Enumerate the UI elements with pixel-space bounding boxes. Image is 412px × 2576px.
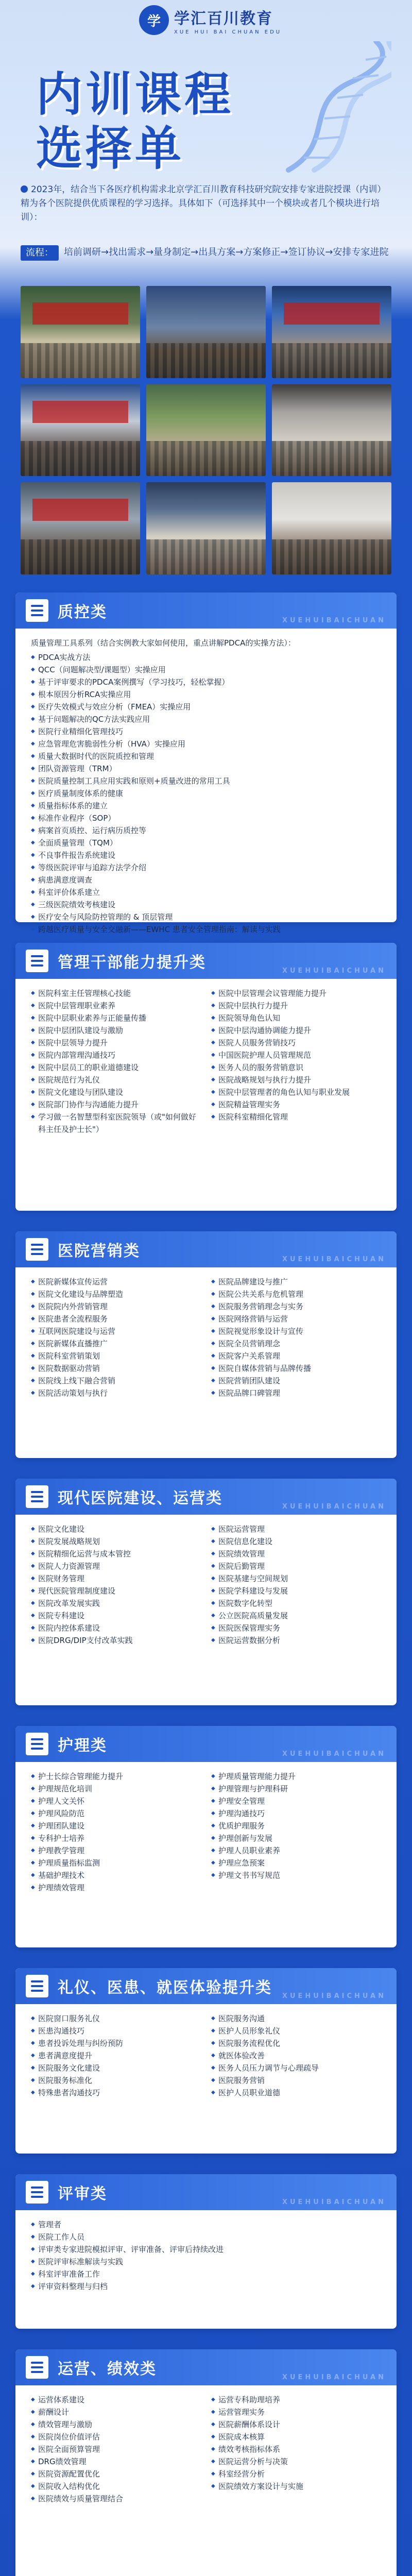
course-item: ◆ 学习做一名智慧型科室医院领导（或"如何做好科主任及护士长"） [31,1111,201,1136]
course-list [31,1770,381,1894]
course-item: ◆ 运营管理实务 [211,2406,381,2418]
course-item: ◆ 医院服务流程优化 [211,2037,381,2049]
course-item: ◆ 医院改革发展实践 [31,1597,201,1609]
course-item: ◆ 医院运营分析与决策 [211,2455,381,2468]
menu-bars-icon [26,1733,48,1755]
logo-en: XUE HUI BAI CHUAN EDU [174,29,282,35]
course-item: ◆ 医院客户关系管理 [211,1350,381,1362]
course-item: ◆ 医院内控体系建设 [31,1622,201,1634]
course-item: ◆ 医疗质量制度体系的健康 [31,787,381,800]
course-item: ◆ 护理应急预案 [211,1857,381,1869]
course-item: ◆ 医院财务管理 [31,1572,201,1585]
course-item: ◆ 医院文化建设 [31,1523,201,1535]
course-item: ◆ 护理质量指标监测 [31,1857,201,1869]
course-item: ◆ 医院资源配置优化 [31,2468,201,2480]
course-item: ◆ 医院服务营销理念与实务 [211,1300,381,1313]
course-item: ◆ 公立医院高质量发展 [211,1609,381,1622]
course-item: ◆ 医院活动策划与执行 [31,1387,201,1399]
training-photo [146,286,266,378]
course-item: ◆ 护理人文关怀 [31,1795,201,1807]
section-performance [15,2349,397,2576]
course-item: ◆ 医疗安全与风险防控管理的 & 顶层管理 [31,911,381,923]
course-item: ◆ 医院中层职业素养与正能量传播 [31,1012,201,1024]
training-photo [21,384,140,477]
course-item: ◆ 医院绩效方案设计与实施 [211,2480,381,2493]
section-etiquette [15,1968,397,2154]
section-title: 运营、绩效类 [58,2360,157,2378]
section-title: 质控类 [58,603,107,621]
menu-bars-icon [26,1238,48,1261]
course-item: ◆ 医院服务营销 [211,2074,381,2087]
course-item: ◆ 医院品牌建设与推广 [211,1276,381,1288]
course-list [31,2218,381,2293]
course-item: ◆ DRG绩效管理 [31,2455,201,2468]
course-item: ◆ 医院工作人员 [31,2231,381,2243]
menu-bars-icon [26,1975,48,1997]
course-item: ◆ 护理创新与发展 [211,1832,381,1844]
section-title: 护理类 [58,1737,107,1755]
section-review [15,2174,397,2329]
course-item: ◆ 患者满意度提升 [31,2049,201,2062]
course-item: ◆ 医院文化建设与团队建设 [31,1086,201,1098]
course-item: ◆ 管理者 [31,2218,381,2231]
course-list [31,2394,381,2505]
course-item: ◆ 三级医院绩效考核建设 [31,899,381,911]
course-item: ◆ 医院运营数据分析 [211,1634,381,1647]
course-item: ◆ 优质护理服务 [211,1820,381,1832]
process-label: 流程： [21,245,59,261]
dna-helix-icon [273,41,391,175]
course-item: ◆ 专科护士培养 [31,1832,201,1844]
menu-bars-icon [26,1485,48,1508]
course-item: ◆ 医院绩效管理 [211,1548,381,1560]
course-item: ◆ 护理人员职业素养 [211,1844,381,1857]
course-item: ◆ 医院品牌口碑管理 [211,1387,381,1399]
course-item: ◆ 医院运营管理 [211,1523,381,1535]
course-item: ◆ 护理绩效管理 [31,1882,201,1894]
course-item: ◆ 医院中层沟通协调能力提升 [211,1024,381,1037]
course-item: ◆ 护理管理与护理科研 [211,1783,381,1795]
training-photo [272,384,391,477]
course-item: ◆ 医院服务标准化 [31,2074,201,2087]
course-item: ◆ 医院薪酬体系设计 [211,2418,381,2431]
training-photo [272,286,391,378]
section-watermark: XUEHUIBAICHUAN [282,1992,386,2000]
training-photo [146,482,266,574]
course-item: ◆ PDCA实战方法 [31,651,381,664]
course-item: ◆ 医院线上线下融合营销 [31,1375,201,1387]
intro-body: 2023年，结合当下各医疗机构需求北京学汇百川教育科技研究院安排专家进院授课（内训）精为各个医院提供优质课程的学习选择。具体如下（可选择其中一个模块或者几个模块进行培训）： [21,184,386,223]
course-item: ◆ 质量大数据时代的医院质控和管理 [31,750,381,762]
course-item: ◆ 不良事件报告系统建设 [31,849,381,861]
course-item: ◆ 运营专科助理培养 [211,2394,381,2406]
course-item: ◆ 医院专科建设 [31,1609,201,1622]
course-item: ◆ 医院精细化运营与成本管控 [31,1548,201,1560]
course-item: ◆ 医院后勤管理 [211,1560,381,1572]
course-item: ◆ 患者投诉处理与纠纷预防 [31,2037,201,2049]
course-item: ◆ 医院人员服务营销技巧 [211,1037,381,1049]
course-item: ◆ 医院收入结构优化 [31,2480,201,2493]
course-list [31,987,381,1136]
course-item: ◆ 医院中层员工的职业道德建设 [31,1061,201,1074]
course-item: ◆ 医院行业精细化管理技巧 [31,725,381,738]
course-item: ◆ 科室评价体系建立 [31,886,381,899]
title-line-1: 内训课程 [36,67,234,122]
course-item: ◆ 特殊患者沟通技巧 [31,2087,201,2099]
section-watermark: XUEHUIBAICHUAN [282,1750,386,1758]
course-item: ◆ 医院窗口服务礼仪 [31,2012,201,2025]
course-item: ◆ 医院发展战略规划 [31,1535,201,1548]
course-item: ◆ 医院中层管理会议管理能力提升 [211,987,381,999]
course-item: ◆ 医院全面预算管理 [31,2443,201,2455]
menu-bars-icon [26,2181,48,2204]
course-item: ◆ 基础护理技术 [31,1869,201,1882]
section-header [15,592,397,629]
course-item: ◆ 医院视觉形象设计与宣传 [211,1325,381,1337]
course-item: ◆ 评审资料整理与归档 [31,2280,381,2293]
course-item: ◆ 护理质量管理能力提升 [211,1770,381,1783]
section-nursing [15,1726,397,1947]
course-item: ◆ 医院科室精细化管理 [211,1111,381,1136]
course-item: ◆ 标准作业程序（SOP） [31,812,381,824]
course-item: ◆ 医院中层领导力提升 [31,1037,201,1049]
course-item: ◆ 护理规范化培训 [31,1783,201,1795]
section-header [15,1479,397,1515]
section-title: 礼仪、医患、就医体验提升类 [58,1979,272,1997]
training-photo [146,384,266,477]
course-item: ◆ 医院人力资源管理 [31,1560,201,1572]
course-item: ◆ 医院中层管理者的角色认知与职业发展 [211,1086,381,1098]
course-item: ◆ 医护人员职业道德 [211,2087,381,2099]
section-header [15,1968,397,2004]
course-item: ◆ 评审类专家进院模拟评审、评审准备、评审后持续改进 [31,2243,381,2256]
course-item: ◆ 护理风险防范 [31,1807,201,1820]
course-item: ◆ 护理团队建设 [31,1820,201,1832]
course-item: ◆ 就医体验改善 [211,2049,381,2062]
title-line-2: 选择单 [36,122,184,176]
section-quality-control [15,592,397,934]
course-list [31,2012,381,2099]
course-item: ◆ 医院服务文化建设 [31,2062,201,2074]
section-management [15,943,397,1211]
section-watermark: XUEHUIBAICHUAN [282,2198,386,2206]
course-item: ◆ 护理安全管理 [211,1795,381,1807]
course-item: ◆ 等级医院评审与追踪方法学介绍 [31,861,381,874]
course-item: ◆ 应急管理危害脆弱性分析（HVA）实操应用 [31,738,381,750]
course-item: ◆ 医院中层执行力提升 [211,999,381,1012]
bullet-dot-icon [21,185,28,193]
section-watermark: XUEHUIBAICHUAN [282,2374,386,2381]
course-item: ◆ 基于问题解决的QC方法实践应用 [31,713,381,725]
course-item: ◆ 根本原因分析RCA实操应用 [31,688,381,701]
course-list [31,651,381,936]
section-header [15,2174,397,2210]
course-item: ◆ 护理文书书写规范 [211,1869,381,1882]
course-item: ◆ 医院岗位价值评估 [31,2431,201,2443]
course-item: ◆ 薪酬设计 [31,2406,201,2418]
course-item: ◆ 医院成本核算 [211,2431,381,2443]
section-title: 医院营销类 [58,1242,140,1260]
course-item: ◆ 医院精益管理实务 [211,1098,381,1111]
course-item: ◆ 医疗失效模式与效应分析（FMEA）实操应用 [31,701,381,713]
photo-grid [21,286,391,574]
course-item: ◆ 医院数据驱动营销 [31,1362,201,1375]
course-item: ◆ QCC（问题解决型/课题型）实操应用 [31,664,381,676]
process-steps: 培前调研→找出需求→量身制定→出具方案→方案修正→签订协议→安排专家进院 [64,247,389,258]
section-header [15,943,397,979]
course-item: ◆ 医院医保管理实务 [211,1622,381,1634]
course-item: ◆ 跨越医疗质量与安全交融新——EWHC 患者安全管理指南：解读与实践 [31,923,381,936]
section-header [15,1726,397,1762]
course-item: ◆ 互联网医院建设与运营 [31,1325,201,1337]
course-item: ◆ 护理沟通技巧 [211,1807,381,1820]
course-item: ◆ 医院DRG/DIP支付改革实践 [31,1634,201,1647]
course-item: ◆ 医院绩效与质量管理结合 [31,2493,201,2505]
section-watermark: XUEHUIBAICHUAN [282,967,386,975]
course-item: ◆ 医院患者全流程服务 [31,1313,201,1325]
logo [139,5,282,35]
course-item: ◆ 现代医院管理制度建设 [31,1585,201,1597]
section-title: 评审类 [58,2185,107,2203]
course-item: ◆ 医院全员营销理念 [211,1337,381,1350]
logo-name: 学汇百川教育 [174,9,273,28]
course-item: ◆ 病案首页质控、运行病历质控等 [31,824,381,837]
course-item: ◆ 运营体系建设 [31,2394,201,2406]
course-item: ◆ 中国医院护理人员管理规范 [211,1049,381,1061]
course-item: ◆ 医院院内外营销管理 [31,1300,201,1313]
process-flow [21,245,391,261]
course-item: ◆ 医院评审标准解读与实践 [31,2256,381,2268]
menu-bars-icon [26,950,48,972]
course-item: ◆ 医院学科建设与发展 [211,1585,381,1597]
course-item: ◆ 医院战略规划与执行力提升 [211,1074,381,1086]
training-photo [21,482,140,574]
section-header [15,1231,397,1267]
course-item: ◆ 医院质量控制工具应用实践和原则+质量改进的常用工具 [31,775,381,787]
training-photo [21,286,140,378]
course-item: ◆ 绩效管理与激励 [31,2418,201,2431]
course-item: ◆ 医院自媒体营销与品牌传播 [211,1362,381,1375]
course-item: ◆ 医院部门协作与沟通能力提升 [31,1098,201,1111]
course-item: ◆ 科室经营分析 [211,2468,381,2480]
course-item: ◆ 医院中层团队建设与激励 [31,1024,201,1037]
course-item: ◆ 医院数字化转型 [211,1597,381,1609]
course-item: ◆ 医患沟通技巧 [31,2025,201,2037]
section-lead: 质量管理工具系列（结合实例教大家如何使用，重点讲解PDCA的实操方法）： [31,638,296,648]
section-header [15,2349,397,2385]
logo-mark-icon: 学 [139,5,169,35]
section-marketing [15,1231,397,1458]
section-watermark: XUEHUIBAICHUAN [282,617,386,624]
course-item: ◆ 护士长综合管理能力提升 [31,1770,201,1783]
course-item: ◆ 全面质量管理（TQM） [31,837,381,849]
section-operations [15,1479,397,1705]
course-item: ◆ 医院公共关系与危机管理 [211,1288,381,1300]
course-item: ◆ 病患满意度调查 [31,874,381,886]
course-item: ◆ 医院科室主任管理核心技能 [31,987,201,999]
course-item: ◆ 医院科室营销策划 [31,1350,201,1362]
course-list [31,1523,381,1647]
menu-bars-icon [26,2356,48,2379]
course-item: ◆ 医院文化建设与品牌塑造 [31,1288,201,1300]
course-item: ◆ 医院网络营销与运营 [211,1313,381,1325]
section-title: 现代医院建设、运营类 [58,1489,222,1507]
course-item: ◆ 医院服务沟通 [211,2012,381,2025]
course-item: ◆ 医院领导角色认知 [211,1012,381,1024]
intro-text [21,183,391,225]
course-item: ◆ 质量指标体系的建立 [31,800,381,812]
course-item: ◆ 医院基建与空间规划 [211,1572,381,1585]
course-list [31,1276,381,1399]
course-item: ◆ 医院新媒体宣传运营 [31,1276,201,1288]
section-watermark: XUEHUIBAICHUAN [282,1256,386,1263]
course-item: ◆ 医务人员压力调节与心理疏导 [211,2062,381,2074]
course-item: ◆ 医院信息化建设 [211,1535,381,1548]
course-item: ◆ 医院新媒体直播推广 [31,1337,201,1350]
course-item: ◆ 医院内部管理沟通技巧 [31,1049,201,1061]
training-photo [272,482,391,574]
course-item: ◆ 医院中层管理职业素养 [31,999,201,1012]
course-item: ◆ 医护人员形象礼仪 [211,2025,381,2037]
menu-bars-icon [26,599,48,622]
course-item: ◆ 科室评审准备工作 [31,2268,381,2280]
course-item: ◆ 基于评审要求的PDCA案例撰写（学习技巧，轻松掌握） [31,676,381,688]
section-watermark: XUEHUIBAICHUAN [282,1503,386,1511]
course-item: ◆ 医务人员的服务营销意识 [211,1061,381,1074]
course-item: ◆ 医院规范行为礼仪 [31,1074,201,1086]
section-title: 管理干部能力提升类 [58,954,206,972]
course-item: ◆ 团队资源管理（TRM） [31,762,381,775]
course-item: ◆ 绩效考核指标体系 [211,2443,381,2455]
course-item: ◆ 护理教学管理 [31,1844,201,1857]
course-item: ◆ 医院营销团队建设 [211,1375,381,1387]
